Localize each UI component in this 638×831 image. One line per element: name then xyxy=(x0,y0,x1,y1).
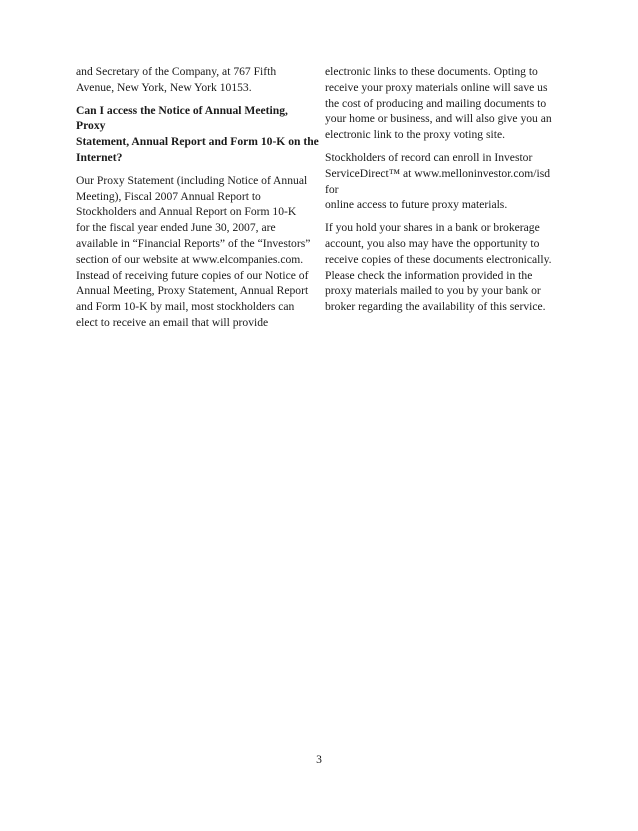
continuation-paragraph: electronic links to these documents. Opting to receive your proxy materials online will save us the cost of producing and mailing documents to your home or business, and will also give you an electronic link to the proxy voting site. xyxy=(325,65,552,142)
answer-paragraph: Our Proxy Statement (including Notice of Annual Meeting), Fiscal 2007 Annual Report to Stockholders and Annual Report on Form 10-K for the fiscal year ended June 30, 2007, are available in “Financial Reports” of the “Investors” section of our website at www.elcompanies.com. Instead of receiving future copies of our Notice of Annual Meeting, Proxy Statement, Annual Report and Form 10-K by mail, most stockholders can elect to receive an email that will provide xyxy=(76,173,311,329)
brokerage-paragraph: If you hold your shares in a bank or brokerage account, you also may have the opportunity to receive copies of these documents electronically. Please check the information provided in the proxy materials mailed to you by your bank or broker regarding the availability of this service. xyxy=(325,221,552,314)
page-number: 3 xyxy=(316,753,322,766)
intro-paragraph: and Secretary of the Company, at 767 Fifth Avenue, New York, New York 10153. xyxy=(76,65,277,94)
right-column xyxy=(325,64,561,322)
left-column xyxy=(76,64,320,338)
question-heading: Can I access the Notice of Annual Meeting, Proxy Statement, Annual Report and Form 10-K on the Internet? xyxy=(76,103,319,164)
enroll-paragraph: Stockholders of record can enroll in Investor ServiceDirect™ at www.melloninvestor.com/isd for online access to future proxy materials. xyxy=(325,150,551,212)
